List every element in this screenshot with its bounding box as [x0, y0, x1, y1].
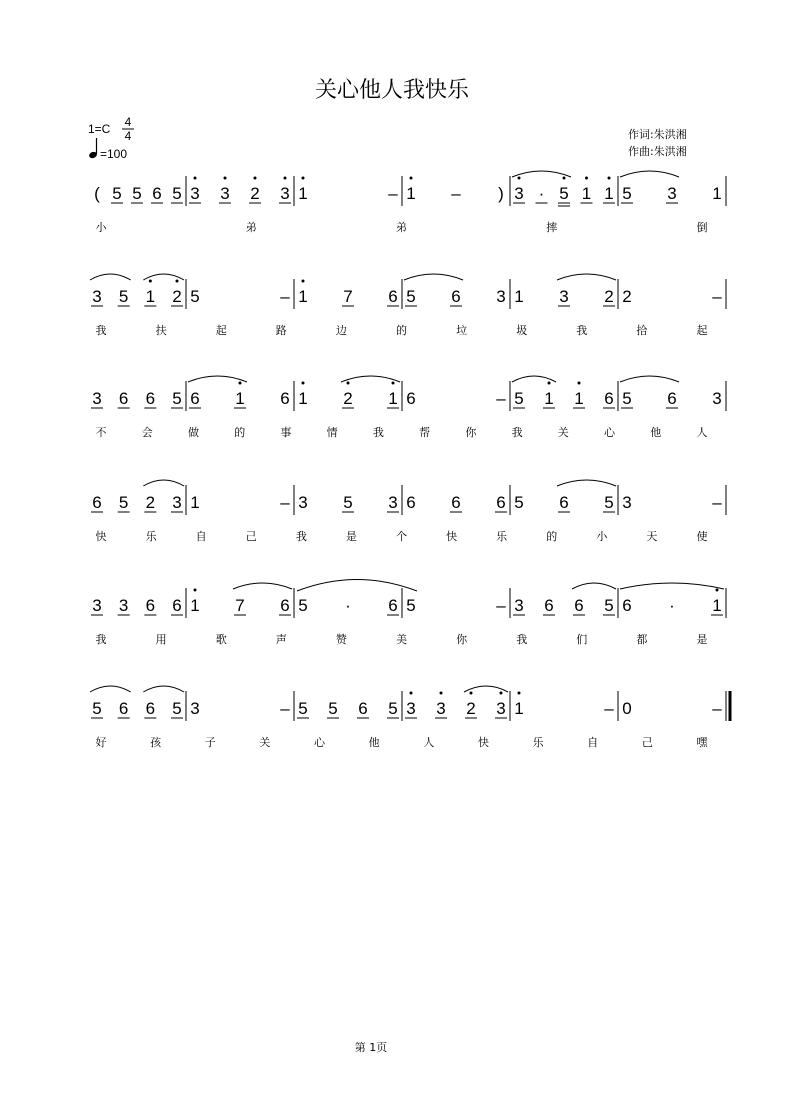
lyric-char: 乐 — [532, 736, 544, 749]
key-signature: 1=C — [88, 122, 111, 136]
lyric-char: 都 — [636, 633, 648, 646]
lyric-char: 己 — [641, 736, 653, 749]
lyric-char: 边 — [335, 324, 347, 337]
lyric-char: 是 — [696, 633, 708, 646]
score-note: 3 — [92, 287, 102, 306]
score-note: 6 — [451, 493, 461, 512]
lyric-char: 你 — [465, 426, 477, 439]
octave-dot — [254, 177, 257, 180]
lyric-char: 我 — [576, 324, 588, 337]
lyric-char: 小 — [95, 221, 107, 234]
score-note: 6 — [92, 493, 102, 512]
tie-arc — [572, 583, 616, 589]
score-note: 1 — [190, 596, 200, 615]
score-note: 1 — [298, 287, 308, 306]
slur-arc — [297, 580, 417, 592]
time-signature-denominator: 4 — [124, 129, 132, 143]
score-note: 5 — [92, 699, 102, 718]
score-note: 3 — [712, 389, 722, 408]
lyric-char: 人 — [423, 736, 435, 749]
lyric-char: 你 — [456, 633, 468, 646]
score-note: 6 — [406, 493, 416, 512]
score-note: 1 — [544, 389, 554, 408]
score-note: – — [712, 287, 722, 306]
score-note: 1 — [574, 389, 584, 408]
score-note: 6 — [280, 596, 290, 615]
lyric-char: 快 — [95, 530, 107, 543]
score-note: · — [345, 596, 351, 615]
score-note: – — [496, 389, 506, 408]
score-note: 3 — [92, 389, 102, 408]
score-note: 5 — [343, 493, 353, 512]
score-note: 1 — [388, 389, 398, 408]
score-note: 5 — [406, 287, 416, 306]
tie-arc — [512, 376, 556, 382]
lyric-char: 声 — [275, 633, 287, 646]
octave-dot — [302, 177, 305, 180]
tie-arc — [143, 480, 184, 486]
score-row — [91, 376, 726, 439]
tie-arc — [143, 274, 184, 280]
score-row — [94, 171, 726, 234]
score-note: 1 — [235, 389, 245, 408]
tie-arc — [90, 274, 131, 280]
score-note: 2 — [250, 184, 260, 203]
quarter-note-icon — [88, 138, 98, 159]
score-note: 0 — [622, 699, 632, 718]
octave-dot — [347, 382, 350, 385]
tie-arc — [90, 686, 131, 692]
score-note: 6 — [145, 699, 156, 718]
score-note: – — [451, 184, 461, 203]
score-note: 1 — [514, 699, 524, 718]
score-note: ( — [94, 184, 100, 203]
score-note: 5 — [112, 184, 122, 203]
score-note: 6 — [280, 389, 290, 408]
lyric-char: 事 — [280, 426, 292, 439]
score-note: 6 — [667, 389, 677, 408]
lyric-char: 的 — [546, 530, 558, 543]
score-note: 3 — [496, 287, 506, 306]
octave-dot — [284, 177, 287, 180]
lyric-char: 赞 — [335, 633, 347, 646]
score-note: 2 — [145, 493, 156, 512]
lyric-char: 关 — [557, 426, 569, 439]
score-row — [91, 580, 726, 647]
score-note: 1 — [712, 596, 722, 615]
score-note: 3 — [436, 699, 446, 718]
score-note: 6 — [190, 389, 200, 408]
score-note: 5 — [559, 184, 569, 203]
score-row — [90, 686, 730, 749]
tie-arc — [404, 274, 463, 280]
lyric-char: 他 — [368, 736, 380, 749]
lyric-char: 好 — [95, 736, 107, 749]
octave-dot — [224, 177, 227, 180]
lyric-char: 弟 — [245, 221, 257, 234]
lyric-char: 歌 — [215, 633, 227, 646]
score-note: 6 — [118, 389, 129, 408]
octave-dot — [608, 177, 611, 180]
score-note: 5 — [172, 184, 182, 203]
score-note: 1 — [190, 493, 200, 512]
octave-dot — [176, 280, 179, 283]
lyric-char: 会 — [141, 426, 153, 439]
score-rows — [90, 171, 730, 749]
score-note: 5 — [172, 389, 182, 408]
lyric-char: 摔 — [546, 221, 558, 234]
lyric-char: 自 — [195, 530, 207, 543]
score-note: 3 — [190, 699, 200, 718]
score-note: 5 — [514, 389, 524, 408]
score-note: 1 — [514, 287, 524, 306]
score-note: 1 — [145, 287, 156, 306]
tempo-marking: =100 — [100, 147, 128, 161]
octave-dot — [302, 382, 305, 385]
octave-dot — [392, 382, 395, 385]
octave-dot — [239, 382, 242, 385]
score-note: 6 — [172, 596, 182, 615]
lyric-char: 己 — [245, 530, 257, 543]
score-note: 6 — [145, 596, 156, 615]
tie-arc — [233, 583, 292, 589]
score-note: 3 — [496, 699, 506, 718]
lyric-char: 弟 — [396, 221, 407, 234]
lyric-char: 心 — [314, 736, 326, 749]
lyric-char: 帮 — [419, 426, 431, 439]
score-note: 6 — [544, 596, 554, 615]
score-row — [91, 480, 726, 543]
lyric-char: 我 — [295, 530, 307, 543]
score-note: 6 — [574, 596, 584, 615]
lyric-char: 用 — [155, 633, 167, 646]
score-note: 5 — [514, 493, 524, 512]
octave-dot — [563, 177, 566, 180]
lyric-char: 孩 — [150, 736, 162, 749]
score-note: 1 — [298, 184, 308, 203]
octave-dot — [518, 177, 521, 180]
score-note: 6 — [388, 596, 398, 615]
lyric-char: 情 — [326, 426, 338, 439]
score-note: 5 — [622, 389, 632, 408]
lyric-char: 关 — [259, 736, 271, 749]
octave-dot — [470, 692, 473, 695]
score-note: 6 — [604, 389, 614, 408]
tie-arc — [143, 686, 184, 692]
octave-dot — [410, 692, 413, 695]
score-note: 3 — [514, 184, 524, 203]
octave-dot — [716, 589, 719, 592]
score-note: 1 — [712, 184, 722, 203]
lyric-char: 起 — [696, 324, 708, 337]
score-note: 6 — [622, 596, 632, 615]
tie-arc — [620, 583, 724, 589]
octave-dot — [548, 382, 551, 385]
score-note: 5 — [172, 699, 182, 718]
score-note: 6 — [145, 389, 156, 408]
score-note: 7 — [235, 596, 245, 615]
score-note: 2 — [622, 287, 632, 306]
lyric-char: 自 — [587, 736, 599, 749]
lyric-char: 美 — [396, 633, 407, 646]
score-note: · — [538, 184, 545, 203]
lyric-char: 圾 — [516, 324, 528, 337]
tie-arc — [557, 274, 616, 280]
lyric-char: 起 — [215, 324, 227, 337]
lyric-char: 使 — [696, 530, 708, 543]
score-note: 5 — [190, 287, 200, 306]
octave-dot — [518, 692, 521, 695]
octave-dot — [440, 692, 443, 695]
score-note: 3 — [190, 184, 200, 203]
lyric-char: 的 — [234, 426, 246, 439]
lyric-char: 拾 — [636, 324, 648, 337]
tie-arc — [620, 171, 679, 177]
lyric-char: 乐 — [145, 530, 157, 543]
score-note: – — [712, 493, 722, 512]
score-note: 1 — [298, 389, 308, 408]
lyric-char: 个 — [396, 530, 407, 543]
score-note: 1 — [604, 184, 614, 203]
score-note: 3 — [298, 493, 308, 512]
lyric-char: 人 — [696, 426, 708, 439]
score-note: 3 — [388, 493, 398, 512]
score-note: – — [604, 699, 614, 718]
score-note: 2 — [466, 699, 476, 718]
tie-arc — [557, 480, 616, 486]
score-note: 7 — [343, 287, 353, 306]
score-note: 5 — [406, 596, 416, 615]
score-note: 5 — [388, 699, 398, 718]
octave-dot — [410, 177, 413, 180]
lyric-char: 倒 — [696, 221, 708, 234]
score-note: 3 — [220, 184, 230, 203]
lyric-char: 们 — [576, 633, 588, 646]
score-note: 3 — [406, 699, 416, 718]
score-note: 5 — [328, 699, 338, 718]
score-note: 5 — [604, 493, 614, 512]
score-note: – — [280, 287, 290, 306]
score-note: 6 — [388, 287, 398, 306]
time-signature-numerator: 4 — [124, 115, 132, 129]
lyric-char: 他 — [650, 426, 662, 439]
score-note: 3 — [514, 596, 524, 615]
score-note: 6 — [406, 389, 416, 408]
lyric-char: 小 — [596, 530, 608, 543]
score-note: 5 — [298, 596, 308, 615]
score-note: 6 — [152, 184, 162, 203]
lyric-char: 我 — [516, 633, 528, 646]
song-title: 关心他人我快乐 — [314, 78, 470, 103]
lyric-char: 做 — [187, 426, 199, 439]
score-note: · — [669, 596, 675, 615]
page-number: 第 1页 — [354, 1041, 388, 1054]
score-note: 3 — [622, 493, 632, 512]
octave-dot — [149, 280, 152, 283]
octave-dot — [194, 177, 197, 180]
score-note: 5 — [132, 184, 142, 203]
composer-credit: 作曲:朱洪湘 — [628, 145, 687, 158]
score-note: 1 — [581, 184, 592, 203]
score-note: 5 — [622, 184, 632, 203]
lyric-char: 心 — [604, 426, 616, 439]
score-note: 2 — [172, 287, 182, 306]
score-note: 5 — [604, 596, 614, 615]
lyric-char: 路 — [275, 324, 287, 337]
score-note: 5 — [118, 493, 129, 512]
score-note: 3 — [118, 596, 129, 615]
lyric-char: 快 — [446, 530, 458, 543]
tie-arc — [188, 376, 247, 382]
lyric-char: 我 — [372, 426, 384, 439]
score-note: 1 — [406, 184, 416, 203]
score-note: 6 — [559, 493, 569, 512]
score-note: – — [712, 699, 722, 718]
score-note: 6 — [118, 699, 129, 718]
lyric-char: 扶 — [155, 324, 167, 337]
score-note: – — [280, 493, 290, 512]
lyric-char: 是 — [345, 530, 357, 543]
octave-dot — [302, 280, 305, 283]
score-note: 3 — [92, 596, 102, 615]
tie-arc — [512, 171, 571, 177]
score-note: 6 — [451, 287, 461, 306]
score-note: – — [388, 184, 398, 203]
score-note: 3 — [172, 493, 182, 512]
tie-arc — [341, 376, 400, 382]
score-note: 5 — [118, 287, 129, 306]
score-note: 5 — [298, 699, 308, 718]
score-note: – — [496, 596, 506, 615]
score-note: 3 — [559, 287, 569, 306]
lyric-char: 我 — [511, 426, 523, 439]
octave-dot — [500, 692, 503, 695]
lyricist-credit: 作词:朱洪湘 — [628, 128, 687, 141]
lyric-char: 我 — [95, 324, 107, 337]
octave-dot — [585, 177, 588, 180]
score-note: 3 — [667, 184, 677, 203]
score-note: 2 — [343, 389, 353, 408]
lyric-char: 快 — [477, 736, 489, 749]
score-row — [90, 274, 726, 337]
lyric-char: 子 — [204, 736, 216, 749]
tie-arc — [464, 686, 508, 692]
octave-dot — [578, 382, 581, 385]
score-note: 2 — [604, 287, 614, 306]
score-note: 3 — [280, 184, 290, 203]
score-note: 6 — [358, 699, 368, 718]
lyric-char: 天 — [646, 530, 658, 543]
lyric-char: 不 — [95, 426, 107, 439]
lyric-char: 垃 — [456, 324, 468, 337]
lyric-char: 嘿 — [696, 736, 708, 749]
tie-arc — [620, 376, 679, 382]
score-note: 6 — [496, 493, 506, 512]
lyric-char: 的 — [396, 324, 407, 337]
octave-dot — [194, 589, 197, 592]
lyric-char: 我 — [95, 633, 107, 646]
score-note: – — [280, 699, 290, 718]
score-note: ) — [498, 184, 504, 203]
lyric-char: 乐 — [496, 530, 508, 543]
